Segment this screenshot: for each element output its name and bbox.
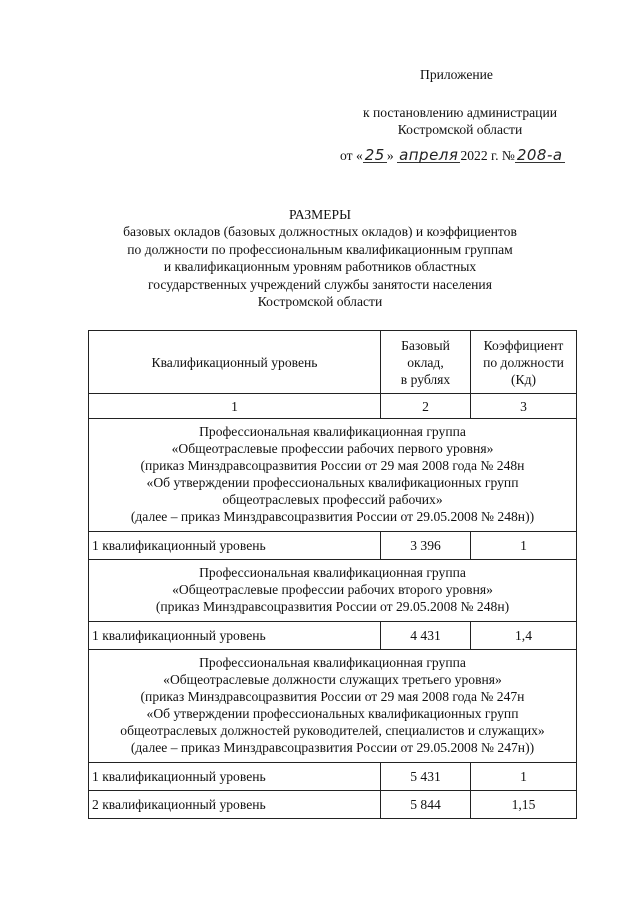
salary-cell: 3 396 <box>381 532 471 560</box>
level-cell: 1 квалификационный уровень <box>89 532 381 560</box>
document-title <box>80 206 560 310</box>
header-coefficient: Коэффициент по должности (Кд) <box>471 331 577 394</box>
region-line: Костромской области <box>397 122 523 137</box>
qualification-group-row <box>89 650 577 763</box>
column-number: 1 <box>89 394 381 419</box>
level-cell: 1 квалификационный уровень <box>89 622 381 650</box>
resolution-line: к постановлению администрации <box>363 105 557 120</box>
resolution-date-line <box>340 148 565 164</box>
year-text: 2022 г. № <box>460 148 515 163</box>
date-prefix: от « <box>340 148 363 163</box>
group-description: Профессиональная квалификационная группа «Общеотраслевые должности служащих третьего уровня» (приказ Минздравсоцразвития России от 29 мая 2008 года № 247н «Об утверждении профессиональных квалификационных групп общеотраслевых должностей руководителей, специалистов и служащих» (далее – приказ Минздравсоцразвития России от 29.05.2008 № 247н)) <box>89 650 577 763</box>
date-mid: » <box>386 148 394 163</box>
table-row <box>89 791 577 819</box>
title-line: Костромской области <box>257 294 383 310</box>
table-row <box>89 622 577 650</box>
table-row <box>89 532 577 560</box>
column-number-row <box>89 394 577 419</box>
group-description: Профессиональная квалификационная группа «Общеотраслевые профессии рабочих второго уровня» (приказ Минздравсоцразвития России от 29.05.2008 № 248н) <box>89 560 577 622</box>
group-description: Профессиональная квалификационная группа «Общеотраслевые профессии рабочих первого уровня» (приказ Минздравсоцразвития России от 29 мая 2008 года № 248н «Об утверждении профессиональных квалификационных групп общеотраслевых профессий рабочих» (далее – приказ Минздравсоцразвития России от 29.05.2008 № 248н)) <box>89 419 577 532</box>
title-line: государственных учреждений службы занятости населения <box>148 276 492 292</box>
level-cell: 2 квалификационный уровень <box>89 791 381 819</box>
header-level: Квалификационный уровень <box>89 331 381 394</box>
column-number: 3 <box>471 394 577 419</box>
handwritten-month: апреля <box>399 146 459 164</box>
appendix-label: Приложение <box>420 67 493 82</box>
column-number: 2 <box>381 394 471 419</box>
level-cell: 1 квалификационный уровень <box>89 763 381 791</box>
qualification-group-row <box>89 560 577 622</box>
title-heading: РАЗМЕРЫ <box>289 207 351 222</box>
salary-cell: 4 431 <box>381 622 471 650</box>
handwritten-number: 208-а <box>516 146 563 164</box>
salary-table <box>88 330 577 819</box>
qualification-group-row <box>89 419 577 532</box>
salary-cell: 5 431 <box>381 763 471 791</box>
coefficient-cell: 1 <box>471 763 577 791</box>
handwritten-day: 25 <box>364 146 385 164</box>
header-salary: Базовый оклад, в рублях <box>381 331 471 394</box>
title-line: по должности по профессиональным квалификационным группам <box>127 241 513 257</box>
salary-cell: 5 844 <box>381 791 471 819</box>
title-line: базовых окладов (базовых должностных окладов) и коэффициентов <box>123 224 517 240</box>
table-header-row <box>89 331 577 394</box>
coefficient-cell: 1,4 <box>471 622 577 650</box>
coefficient-cell: 1 <box>471 532 577 560</box>
resolution-reference <box>345 104 575 138</box>
coefficient-cell: 1,15 <box>471 791 577 819</box>
table-row <box>89 763 577 791</box>
title-line: и квалификационным уровням работников областных <box>163 259 477 275</box>
